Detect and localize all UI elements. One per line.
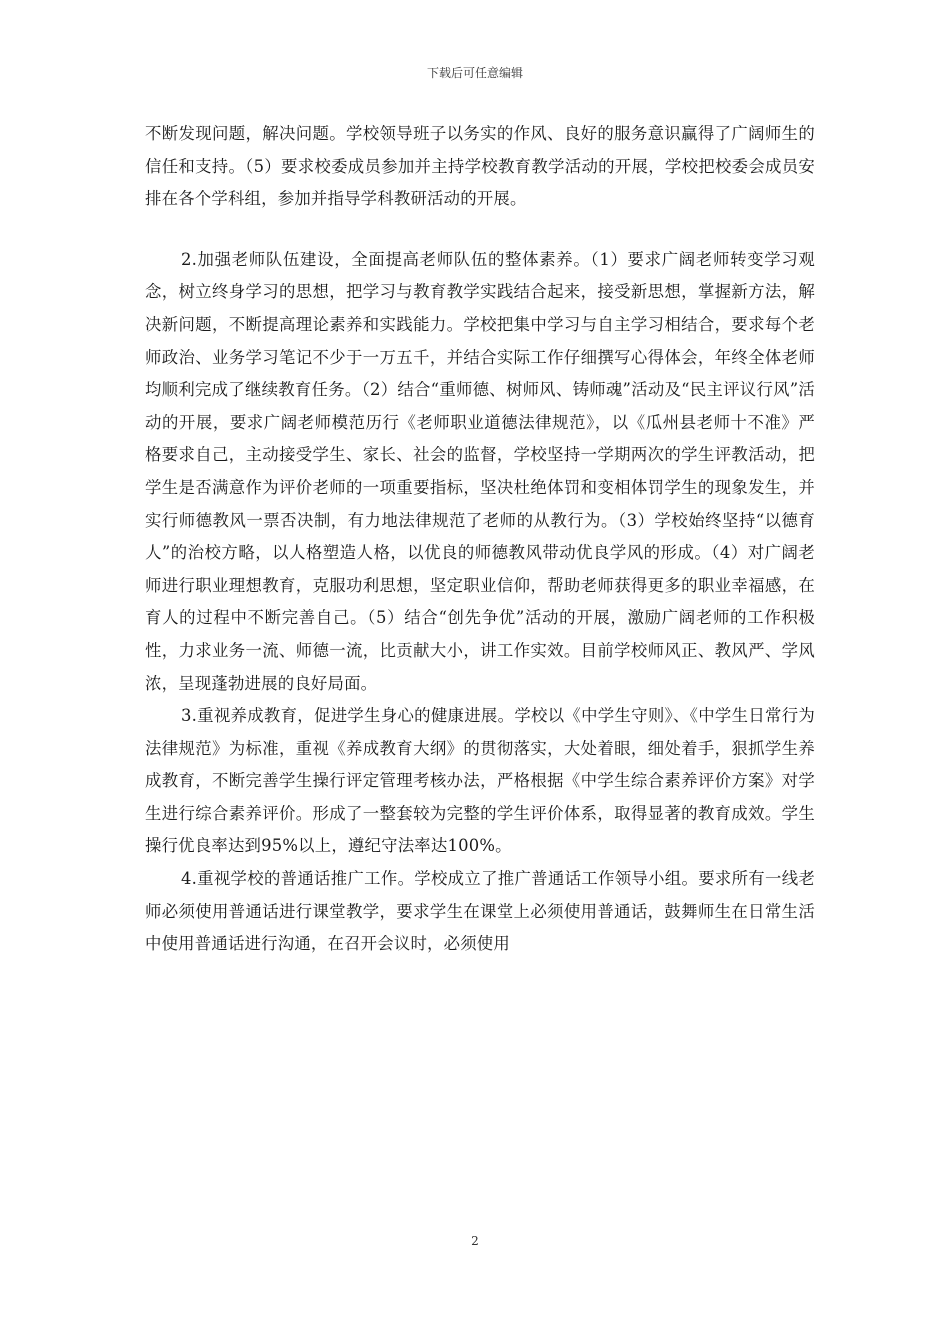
paragraph-continuation: 不断发现问题，解决问题。学校领导班子以务实的作风、良好的服务意识赢得了广阔师生的信任和支持。（5）要求校委成员参加并主持学校教育教学活动的开展，学校把校委会成员安排在各个学科组，参加并指导学科教研活动的开展。 [145, 124, 815, 209]
document-body [145, 118, 815, 961]
paragraph-habit-education: 3.重视养成教育，促进学生身心的健康进展。学校以《中学生守则》、《中学生日常行为法律规范》为标准，重视《养成教育大纲》的贯彻落实，大处着眼，细处着手，狠抓学生养成教育，不断完善学生操行评定管理考核办法，严格根据《中学生综合素养评价方案》对学生进行综合素养评价。形成了一整套较为完整的学生评价体系，取得显著的教育成效。学生操行优良率达到95%以上，遵纪守法率达100%。 [145, 706, 815, 856]
page-header: 下载后可任意编辑 [426, 66, 523, 80]
paragraph-teacher-team: 2.加强老师队伍建设，全面提高老师队伍的整体素养。（1）要求广阔老师转变学习观念，树立终身学习的思想，把学习与教育教学实践结合起来，接受新思想，掌握新方法，解决新问题，不断提高理论素养和实践能力。学校把集中学习与自主学习相结合，要求每个老师政治、业务学习笔记不少于一万五千，并结合实际工作仔细撰写心得体会，年终全体老师均顺利完成了继续教育任务。（2）结合“重师德、树师风、铸师魂”活动及“民主评议行风”活动的开展，要求广阔老师模范历行《老师职业道德法律规范》，以《瓜州县老师十不准》严格要求自己，主动接受学生、家长、社会的监督，学校坚持一学期两次的学生评教活动，把学生是否满意作为评价老师的一项重要指标，坚决杜绝体罚和变相体罚学生的现象发生，并实行师德教风一票否决制，有力地法律规范了老师的从教行为。（3）学校始终坚持“以德育人”的治校方略，以人格塑造人格，以优良的师德教风带动优良学风的形成。（4）对广阔老师进行职业理想教育，克服功利思想，坚定职业信仰，帮助老师获得更多的职业幸福感，在育人的过程中不断完善自己。（5）结合“创先争优”活动的开展，激励广阔老师的工作积极性，力求业务一流、师德一流，比贡献大小，讲工作实效。目前学校师风正、教风严、学风浓，呈现蓬勃进展的良好局面。 [145, 249, 815, 693]
page-number: 2 [471, 1234, 479, 1248]
paragraph-mandarin-promotion: 4.重视学校的普通话推广工作。学校成立了推广普通话工作领导小组。要求所有一线老师必须使用普通话进行课堂教学，要求学生在课堂上必须使用普通话，鼓舞师生在日常生活中使用普通话进行沟通，在召开会议时，必须使用 [145, 869, 815, 954]
